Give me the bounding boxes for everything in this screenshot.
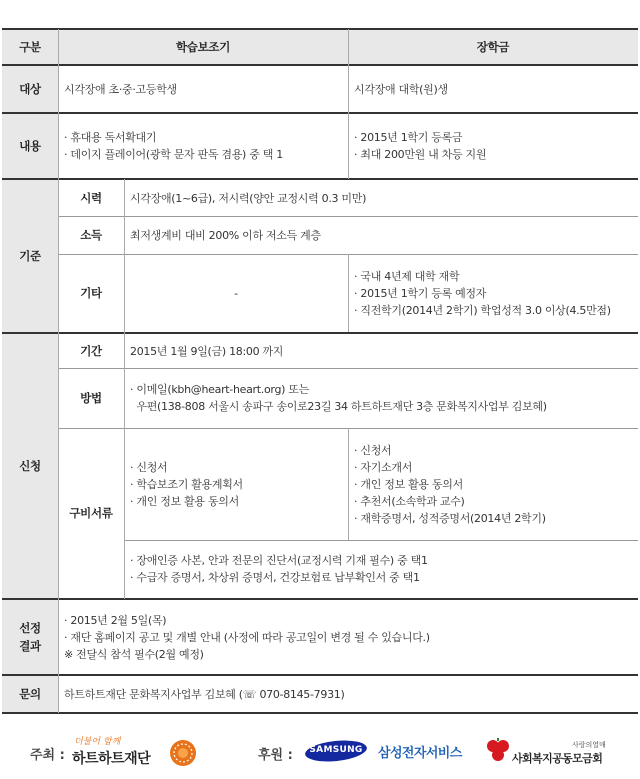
criteria-etc-study: -: [234, 286, 238, 300]
criteria-etc-label: 기타: [58, 254, 124, 332]
table-top-border: [2, 28, 638, 30]
apply-docs-scholarship: [348, 428, 638, 540]
result-label-line1: 선정: [19, 621, 41, 635]
result-line: · 2015년 2월 5일(목): [64, 613, 167, 627]
apply-period-label: 기간: [58, 334, 124, 368]
header-scholarship: 장학금: [348, 30, 638, 64]
row-label-criteria: 기준: [2, 180, 58, 332]
apply-docs-label: 구비서류: [58, 428, 124, 598]
col-divider: [348, 428, 349, 540]
apply-docs-scholar-line: · 추천서(소속학과 교수): [354, 494, 465, 508]
table-bottom-border: [2, 712, 638, 714]
criteria-vision-value: 시각장애(1~6급), 저시력(양안 교정시력 0.3 미만): [130, 191, 367, 205]
header-study-aid: 학습보조기: [58, 30, 348, 64]
result-line: · 재단 홈페이지 공고 및 개별 안내 (사정에 따라 공고일이 변경 될 수 있습니다.): [64, 630, 430, 644]
row-label-result: [2, 600, 58, 674]
col-divider: [124, 179, 125, 599]
criteria-etc-scholarship: [348, 254, 638, 332]
chest-name-text: 사회복지공동모금회: [512, 752, 603, 765]
samsung-logo-text: SAMSUNG: [309, 745, 363, 755]
apply-period-value: 2015년 1월 9일(금) 18:00 까지: [130, 344, 284, 358]
host-script-text: 더불어 함께: [74, 737, 121, 747]
apply-docs-study: [124, 428, 348, 540]
sponsor-footer: [0, 720, 640, 779]
row-label-target: 대상: [2, 66, 58, 112]
apply-docs-scholar-line: · 재학증명서, 성적증명서(2014년 2학기): [354, 511, 546, 525]
criteria-income-value: 최저생계비 대비 200% 이하 저소득 계층: [130, 228, 321, 242]
apply-docs-scholar-line: · 개인 정보 활용 동의서: [354, 477, 463, 491]
result-line: ※ 전달식 참석 필수(2월 예정): [64, 647, 204, 661]
row-label-contact: 문의: [2, 676, 58, 712]
host-label: 주최 :: [30, 748, 65, 763]
apply-method-label: 방법: [58, 368, 124, 428]
apply-docs-study-line: · 개인 정보 활용 동의서: [130, 494, 239, 508]
heart-heart-logo: [68, 734, 188, 776]
criteria-etc-line: · 직전학기(2014년 2학기) 학업성적 3.0 이상(4.5만점): [354, 303, 611, 317]
sponsor-label: 후원 :: [258, 748, 293, 763]
row-divider: [2, 332, 638, 334]
apply-docs-study-line: · 신청서: [130, 460, 168, 474]
contact-value: 하트하트재단 문화복지사업부 김보혜 (☏ 070-8145-7931): [64, 687, 345, 701]
apply-docs-study-line: · 학습보조기 활용계획서: [130, 477, 243, 491]
content-study-line: · 휴대용 독서확대기: [64, 131, 157, 144]
chest-small-text: 사랑의열매: [572, 741, 606, 749]
host-name-text: 하트하트재단: [72, 751, 151, 767]
fruit-of-love-icon: [484, 734, 512, 768]
content-study: [58, 114, 348, 178]
target-scholarship: 시각장애 대학(원)생: [354, 82, 448, 96]
apply-docs-common-line: · 수급자 증명서, 차상위 증명서, 건강보험료 납부확인서 중 택1: [130, 571, 420, 584]
apply-method-line: 우편(138-808 서울시 송파구 송이로23길 34 하트하트재단 3층 문화복지사업부 김보혜): [130, 400, 547, 413]
subrow-divider: [124, 540, 638, 541]
result-value: [58, 600, 638, 674]
row-label-apply: 신청: [2, 334, 58, 598]
heart-heart-emblem-icon: [168, 738, 198, 768]
target-study: 시각장애 초·중·고등학생: [64, 82, 177, 96]
content-scholarship-line: · 2015년 1학기 등록금: [354, 131, 463, 144]
row-divider: [2, 674, 638, 676]
content-study-line: · 데이지 플레이어(광학 문자 판독 겸용) 중 택 1: [64, 148, 283, 161]
apply-docs-scholar-line: · 신청서: [354, 443, 392, 457]
row-label-content: 내용: [2, 114, 58, 178]
col-divider: [348, 29, 349, 179]
row-divider: [2, 112, 638, 114]
apply-docs-common-line: · 장애인증 사본, 안과 전문의 진단서(교정시력 기재 필수) 중 택1: [130, 554, 428, 567]
header-category: 구분: [2, 30, 58, 64]
samsung-service-text: 삼성전자서비스: [378, 746, 462, 761]
criteria-vision-label: 시력: [58, 180, 124, 216]
content-scholarship: [348, 114, 638, 178]
row-divider: [2, 64, 638, 66]
criteria-income-label: 소득: [58, 216, 124, 254]
col-divider: [58, 29, 59, 713]
subrow-divider: [58, 368, 638, 369]
criteria-etc-line: · 국내 4년제 대학 재학: [354, 269, 460, 283]
result-label-line2: 결과: [19, 639, 41, 653]
col-divider: [348, 254, 349, 332]
row-divider: [2, 178, 638, 180]
row-divider: [2, 598, 638, 600]
apply-docs-common: [124, 540, 638, 598]
subrow-divider: [58, 216, 638, 217]
content-scholarship-line: · 최대 200만원 내 차등 지원: [354, 148, 487, 161]
apply-docs-scholar-line: · 자기소개서: [354, 460, 413, 474]
apply-method-value: [124, 368, 638, 428]
criteria-etc-line: · 2015년 1학기 등록 예정자: [354, 286, 487, 300]
samsung-logo: [304, 740, 368, 762]
apply-method-line: · 이메일(kbh@heart-heart.org) 또는: [130, 383, 309, 396]
